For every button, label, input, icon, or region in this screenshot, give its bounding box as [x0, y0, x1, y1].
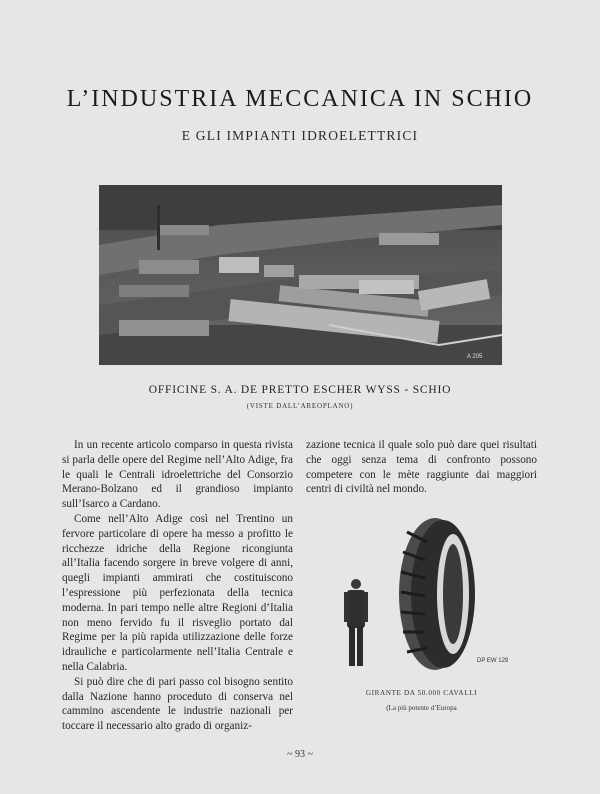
- text-column-left: [62, 438, 293, 734]
- paragraph: zazione tecnica il quale solo può dare quei risultati che oggi senza tema di confronto possono competere con le mète raggiunte dai maggiori centri di civiltà nel mondo.: [306, 439, 537, 496]
- turbine-illustration: [335, 512, 533, 684]
- turbine-runner: [399, 518, 475, 670]
- page-number: ~ 93 ~: [287, 749, 313, 760]
- turbine-caption-sub: (La più potente d’Europa: [386, 704, 457, 712]
- turbine-caption: GIRANTE DA 50.000 CAVALLI: [365, 689, 478, 697]
- text-column-right: [306, 438, 537, 497]
- photo-caption: OFFICINE S. A. DE PRETTO ESCHER WYSS - SCHIO: [148, 384, 452, 396]
- page-subtitle: E GLI IMPIANTI IDROELETTRICI: [181, 128, 419, 143]
- page-title: L’INDUSTRIA MECCANICA IN SCHIO: [66, 86, 534, 112]
- turbine-photo: [335, 512, 533, 684]
- turbine-mark: DP EW 129: [477, 658, 509, 664]
- aerial-factory-photo: [99, 185, 502, 365]
- photo-caption-sub: (VISTE DALL’AREOPLANO): [246, 402, 354, 410]
- photo-tag: A 205: [467, 354, 483, 360]
- paragraph: Come nell’Alto Adige così nel Trentino un fervore particolare di opere ha messo a profitto le ricchezze idriche della Regione ricongiunta all’Italia facendo sorgere in breve volgere di anni, quegli impianti ammirati che costituiscono l’espressione più perfezionata della tecnica moderna. In pari tempo nelle altre Regioni d’Italia non meno fervido fu il risveglio portato dal Regime per la più rapida utilizzazione delle forze idrauliche e particolarmente nell’Italia Centrale e nella Calabria.: [62, 512, 293, 673]
- paragraph: In un recente articolo comparso in questa rivista si parla delle opere del Regime nell’Alto Adige, fra le quali le Centrali idroelettriche del Consorzio Merano-Bolzano ed il grandioso impianto sull’Isarco a Cardano.: [62, 439, 293, 511]
- aerial-photo-illustration: [99, 185, 502, 365]
- paragraph: Si può dire che di pari passo col bisogno sentito dalla Nazione hanno proceduto di conserva nel cammino ascendente le industrie nazionali per toccare il necessario alto grado di organiz-: [62, 675, 293, 733]
- man-figure: [344, 579, 368, 666]
